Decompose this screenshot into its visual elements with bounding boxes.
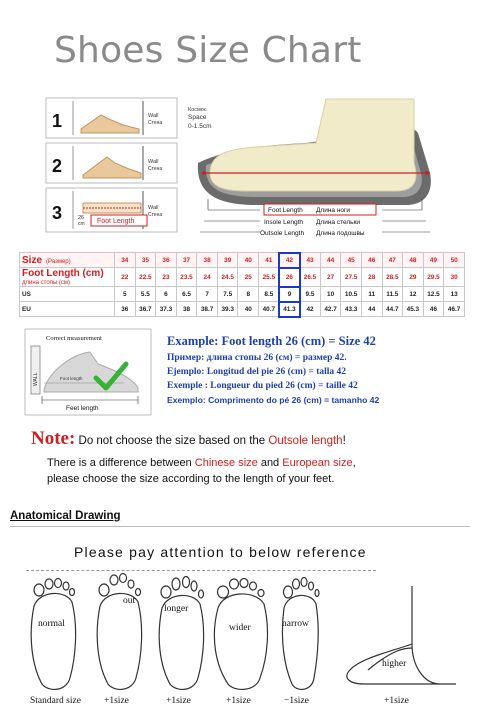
space-label-ru: Космос — [188, 107, 207, 113]
step1-wall-label: Wall — [148, 113, 159, 119]
size-cell: 25.5 — [259, 268, 280, 287]
foot-longer-drawing — [159, 577, 203, 690]
size-cell: 48 — [403, 253, 424, 268]
size-cell: 41.3 — [279, 302, 300, 317]
label-longer: longer — [164, 604, 189, 614]
size-cell: 45 — [341, 253, 362, 268]
insole-length-en: Insole Length — [264, 219, 304, 226]
row-label-text: US — [22, 290, 31, 298]
size-cell: 39 — [217, 253, 238, 268]
bottom-standard-size: Standard size — [30, 696, 81, 706]
row-label-ru: (Размер) — [46, 258, 71, 265]
size-cell: 9.5 — [300, 287, 321, 302]
example-pt: Exemplo: Comprimento do pé 26 (cm) = tamanho 42 — [167, 395, 380, 405]
row-label-ru: длина стопы (см) — [22, 280, 71, 286]
note-line2 — [47, 457, 356, 469]
space-label: Space — [188, 114, 207, 121]
outsole-length-ru: Длина подошвы — [316, 230, 365, 237]
row-label-text: Size — [22, 254, 43, 266]
size-cell: 11.5 — [382, 287, 403, 302]
size-cell: 28.5 — [382, 268, 403, 287]
size-cell: 24 — [197, 268, 218, 287]
size-cell: 40 — [238, 253, 259, 268]
note-l2-c: and — [257, 457, 283, 469]
size-cell: 8.5 — [259, 287, 280, 302]
step2-number: 2 — [52, 156, 63, 176]
note-line3: please choose the size according to the length of your feet. — [47, 473, 335, 485]
foot-normal-drawing — [31, 579, 75, 690]
size-table-row — [20, 268, 465, 287]
step3-heel-size: 26 — [78, 215, 85, 221]
anatomical-divider — [10, 526, 470, 527]
size-cell: 27 — [320, 268, 341, 287]
note-chinese-size: Chinese size — [194, 457, 258, 469]
size-cell: 12.5 — [423, 287, 444, 302]
size-cell: 35 — [135, 253, 156, 268]
size-cell: 10 — [320, 287, 341, 302]
example-en: Example: Foot length 26 (cm) = Size 42 — [167, 334, 376, 348]
insole-length-ru: Длина стельки — [316, 219, 361, 226]
size-cell: 34 — [115, 253, 136, 268]
example-es: Ejemplo: Longitud del pie 26 (cm) = talla 42 — [167, 367, 347, 377]
feet-length-caption: Feet length — [66, 405, 99, 412]
size-cell: 11 — [361, 287, 382, 302]
size-row-label — [20, 253, 115, 268]
note-text-c: ! — [342, 435, 346, 447]
note-european-size: European size — [282, 457, 353, 469]
note-outsole-length: Outsole length — [268, 435, 343, 447]
size-cell: 8 — [238, 287, 259, 302]
size-cell: 50 — [444, 253, 465, 268]
example-ru: Пример: длина стопы 26 (см) = размер 42. — [167, 353, 347, 363]
correct-measurement-box — [24, 328, 154, 418]
size-cell: 23.5 — [176, 268, 197, 287]
note-label: Note: — [31, 428, 76, 449]
size-cell: 37.3 — [156, 302, 177, 317]
size-cell: 24.5 — [217, 268, 238, 287]
size-cell: 28 — [361, 268, 382, 287]
size-table-row — [20, 253, 465, 268]
size-cell: 42 — [279, 253, 300, 268]
anatomical-title: Anatomical Drawing — [10, 510, 121, 522]
size-cell: 6 — [156, 287, 177, 302]
label-higher: higher — [382, 659, 407, 669]
note-text-a: Do not choose the size based on the — [75, 435, 269, 447]
example-fr: Exemple : Longueur du pied 26 (cm) = taille 42 — [167, 381, 358, 391]
space-value: 0-1.5cm — [188, 123, 212, 130]
correct-measurement-title: Correct measurement — [46, 335, 102, 342]
page-title: Shoes Size Chart — [54, 30, 362, 71]
bottom-wider-size: +1size — [226, 696, 251, 706]
size-cell: 25 — [238, 268, 259, 287]
size-cell: 44 — [361, 302, 382, 317]
step3-number: 3 — [52, 203, 63, 223]
foot-out-drawing — [97, 574, 141, 690]
measure-foot-length: Foot length — [60, 376, 83, 381]
size-cell: 26.5 — [300, 268, 321, 287]
example-block — [167, 334, 467, 405]
foot-length-ru: Длина ноги — [316, 207, 351, 214]
size-cell: 22.5 — [135, 268, 156, 287]
size-cell: 5.5 — [135, 287, 156, 302]
foot-shape — [210, 99, 416, 191]
size-cell: 23 — [156, 268, 177, 287]
step3-heel-unit: cm — [78, 221, 85, 227]
size-cell: 37 — [176, 253, 197, 268]
size-cell: 40.7 — [259, 302, 280, 317]
step1-wall-ru: Стена — [148, 120, 163, 126]
size-cell: 9 — [279, 287, 300, 302]
size-cell: 13 — [444, 287, 465, 302]
size-cell: 38 — [176, 302, 197, 317]
foot-narrow-drawing — [282, 578, 319, 690]
size-table-row — [20, 287, 465, 302]
size-cell: 22 — [115, 268, 136, 287]
foot-length-en: Foot Length — [268, 207, 303, 214]
step3-foot-length-label: Foot Length — [97, 218, 135, 225]
size-table — [19, 252, 465, 317]
bottom-narrow-size: −1size — [284, 696, 309, 706]
row-label-text: EU — [22, 305, 31, 313]
note-l2-a: There is a difference between — [47, 457, 195, 469]
size-table-row — [20, 302, 465, 317]
size-cell: 45.3 — [403, 302, 424, 317]
size-cell: 36 — [115, 302, 136, 317]
size-cell: 10.5 — [341, 287, 362, 302]
label-wider: wider — [229, 623, 251, 633]
row-label-text: Foot Length (cm) — [22, 268, 104, 279]
size-cell: 43 — [300, 253, 321, 268]
size-cell: 36.7 — [135, 302, 156, 317]
bottom-longer-size: +1size — [166, 696, 191, 706]
measure-steps-panel — [45, 97, 185, 237]
size-cell: 41 — [259, 253, 280, 268]
size-row-label — [20, 302, 115, 317]
size-cell: 49 — [423, 253, 444, 268]
size-cell: 12 — [403, 287, 424, 302]
shoe-diagram — [186, 93, 448, 243]
size-cell: 47 — [382, 253, 403, 268]
foot-higher-drawing — [347, 586, 456, 684]
size-row-label — [20, 268, 115, 287]
step3-wall-label: Wall — [148, 205, 159, 211]
size-cell: 44 — [320, 253, 341, 268]
attention-heading: Please pay attention to below reference — [74, 544, 367, 560]
note-line1 — [31, 428, 346, 450]
label-out: out — [123, 596, 136, 606]
bottom-out-size: +1size — [104, 696, 129, 706]
label-narrow: narrow — [282, 619, 309, 629]
label-normal: normal — [38, 619, 65, 629]
size-cell: 6.5 — [176, 287, 197, 302]
size-cell: 46 — [361, 253, 382, 268]
size-cell: 38.7 — [197, 302, 218, 317]
size-cell: 43.3 — [341, 302, 362, 317]
size-row-label — [20, 287, 115, 302]
size-cell: 44.7 — [382, 302, 403, 317]
foot-wider-drawing — [214, 579, 267, 690]
step2-wall-label: Wall — [148, 159, 159, 165]
bottom-higher-size: +1size — [384, 696, 409, 706]
size-cell: 29 — [403, 268, 424, 287]
outsole-length-en: Outsole Length — [260, 230, 305, 237]
wall-label: WALL — [33, 372, 39, 386]
size-cell: 38 — [197, 253, 218, 268]
size-cell: 46.7 — [444, 302, 465, 317]
step3-wall-ru: Стена — [148, 212, 163, 218]
size-cell: 7 — [197, 287, 218, 302]
step1-number: 1 — [52, 111, 63, 131]
size-cell: 29.5 — [423, 268, 444, 287]
size-cell: 46 — [423, 302, 444, 317]
size-cell: 5 — [115, 287, 136, 302]
size-cell: 26 — [279, 268, 300, 287]
size-cell: 7.5 — [217, 287, 238, 302]
size-cell: 42.7 — [320, 302, 341, 317]
size-cell: 36 — [156, 253, 177, 268]
size-cell: 42 — [300, 302, 321, 317]
size-cell: 39.3 — [217, 302, 238, 317]
note-l2-e: , — [352, 457, 356, 469]
size-cell: 27.5 — [341, 268, 362, 287]
size-cell: 30 — [444, 268, 465, 287]
step2-wall-ru: Стена — [148, 166, 163, 172]
size-cell: 40 — [238, 302, 259, 317]
